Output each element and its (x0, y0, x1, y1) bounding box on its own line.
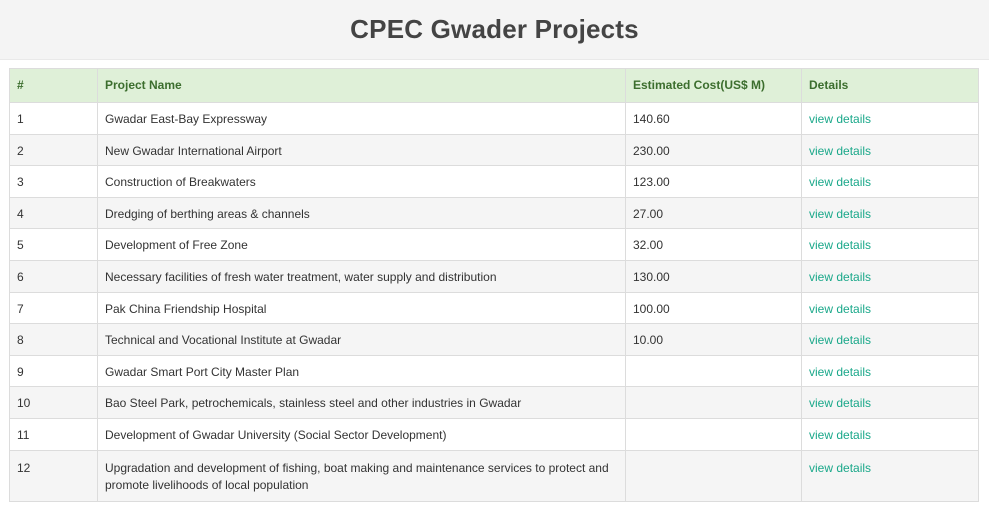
project-name-cell: Gwadar East-Bay Expressway (98, 103, 626, 135)
project-number-cell: 10 (10, 387, 98, 419)
table-row (10, 260, 979, 292)
project-number-cell: 1 (10, 103, 98, 135)
estimated-cost-cell: 27.00 (626, 197, 802, 229)
column-header-number: # (10, 69, 98, 103)
project-number-cell: 4 (10, 197, 98, 229)
view-details-link[interactable]: view details (809, 143, 872, 158)
project-number-cell: 8 (10, 324, 98, 356)
table-row (10, 103, 979, 135)
project-number-cell: 11 (10, 418, 98, 450)
estimated-cost-cell: 123.00 (626, 166, 802, 198)
project-name-cell: Necessary facilities of fresh water treatment, water supply and distribution (98, 260, 626, 292)
project-number-cell: 2 (10, 134, 98, 166)
column-header-details: Details (802, 69, 979, 103)
table-row (10, 418, 979, 450)
estimated-cost-cell (626, 418, 802, 450)
project-number-cell: 3 (10, 166, 98, 198)
project-number-cell: 12 (10, 450, 98, 501)
estimated-cost-cell: 10.00 (626, 324, 802, 356)
view-details-link[interactable]: view details (809, 112, 872, 126)
table-row (10, 450, 979, 501)
details-cell (802, 197, 979, 229)
project-name-cell: Development of Gwadar University (Social Sector Development) (98, 418, 626, 450)
table-row (10, 324, 979, 356)
project-number-cell: 5 (10, 229, 98, 261)
estimated-cost-cell: 130.00 (626, 260, 802, 292)
estimated-cost-cell: 140.60 (626, 103, 802, 135)
view-details-link[interactable]: view details (809, 301, 872, 316)
details-cell (802, 324, 979, 356)
project-name-cell: Technical and Vocational Institute at Gwadar (98, 324, 626, 356)
project-name-cell: Construction of Breakwaters (98, 166, 626, 198)
details-cell (802, 229, 979, 261)
table-body (10, 103, 979, 502)
page-header (0, 0, 989, 60)
estimated-cost-cell: 32.00 (626, 229, 802, 261)
view-details-link[interactable]: view details (809, 238, 872, 253)
details-cell (802, 260, 979, 292)
project-name-cell: New Gwadar International Airport (98, 134, 626, 166)
column-header-project-name: Project Name (98, 69, 626, 103)
details-cell (802, 134, 979, 166)
details-cell (802, 166, 979, 198)
table-row (10, 387, 979, 419)
project-number-cell: 7 (10, 292, 98, 324)
table-row (10, 292, 979, 324)
view-details-link[interactable]: view details (809, 206, 872, 221)
projects-table (9, 68, 979, 502)
project-name-cell: Bao Steel Park, petrochemicals, stainless steel and other industries in Gwadar (98, 387, 626, 419)
table-row (10, 134, 979, 166)
estimated-cost-cell (626, 387, 802, 419)
project-name-cell: Dredging of berthing areas & channels (98, 197, 626, 229)
view-details-link[interactable]: view details (809, 460, 872, 475)
view-details-link[interactable]: view details (809, 333, 872, 348)
projects-table-container (9, 68, 978, 502)
details-cell (802, 387, 979, 419)
details-cell (802, 103, 979, 135)
view-details-link[interactable]: view details (809, 364, 872, 379)
estimated-cost-cell (626, 450, 802, 501)
project-name-cell: Pak China Friendship Hospital (98, 292, 626, 324)
table-row (10, 355, 979, 387)
view-details-link[interactable]: view details (809, 269, 872, 284)
table-row (10, 229, 979, 261)
project-name-cell: Development of Free Zone (98, 229, 626, 261)
view-details-link[interactable]: view details (809, 396, 872, 411)
project-name-cell: Upgradation and development of fishing, boat making and maintenance services to protect and promote livelihoods of local population (98, 450, 626, 501)
details-cell (802, 292, 979, 324)
table-row (10, 197, 979, 229)
column-header-estimated-cost: Estimated Cost(US$ M) (626, 69, 802, 103)
table-header-row (10, 69, 979, 103)
view-details-link[interactable]: view details (809, 427, 872, 442)
estimated-cost-cell (626, 355, 802, 387)
project-number-cell: 9 (10, 355, 98, 387)
estimated-cost-cell: 100.00 (626, 292, 802, 324)
details-cell (802, 450, 979, 501)
page-title: CPEC Gwader Projects (350, 14, 639, 44)
table-row (10, 166, 979, 198)
details-cell (802, 418, 979, 450)
estimated-cost-cell: 230.00 (626, 134, 802, 166)
project-name-cell: Gwadar Smart Port City Master Plan (98, 355, 626, 387)
project-number-cell: 6 (10, 260, 98, 292)
view-details-link[interactable]: view details (809, 175, 872, 190)
table-header (10, 69, 979, 103)
details-cell (802, 355, 979, 387)
